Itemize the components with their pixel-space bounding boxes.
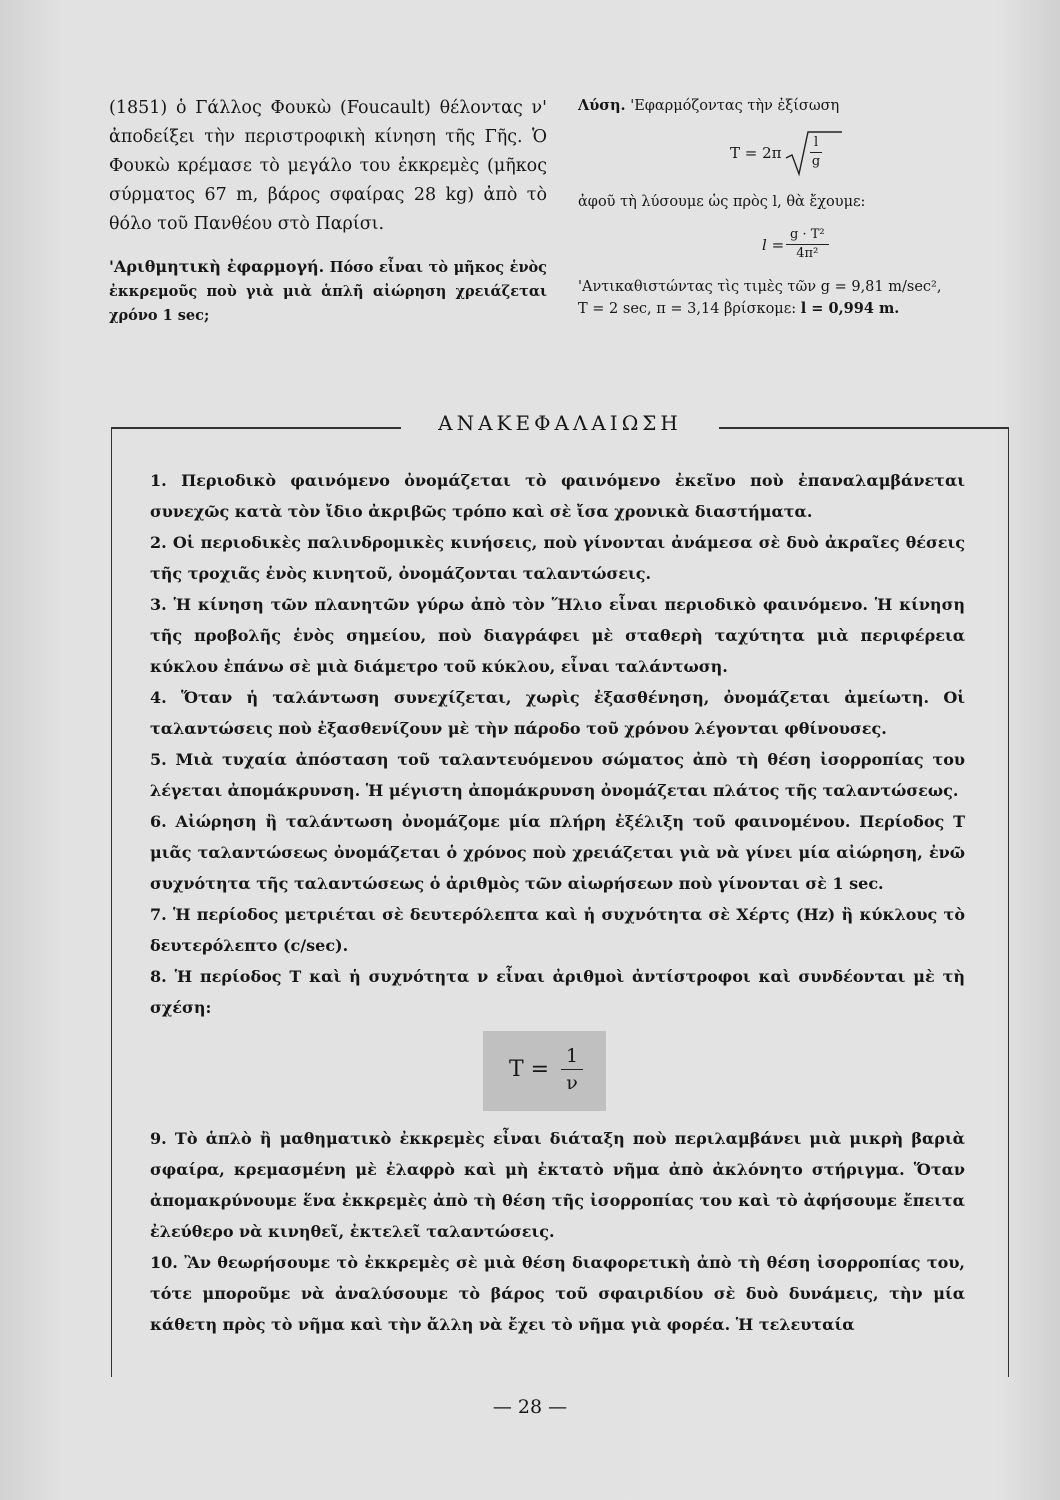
page-number: — 28 — — [492, 1396, 568, 1418]
formula-denominator: ν — [566, 1072, 578, 1094]
summary-title: ΑΝΑΚΕΦΑΛΑΙΩΣΗ — [438, 411, 682, 435]
intro-paragraph: (1851) ὁ Γάλλος Φουκὼ (Foucault) θέλοντας ν' ἀποδείξει τὴν περιστροφικὴ κίνηση τῆς Γῆς. Ὁ Φουκὼ κρέμασε τὸ μεγάλο του ἐκκρεμὲς (μῆκος σύρματος 67 m, βάρος σφαίρας 28 kg) ἀπὸ τὸ θόλο τοῦ Πανθέου στὸ Παρίσι. — [109, 98, 547, 234]
exercise-text: Πόσο εἶναι τὸ μῆκος ἑνὸς ἐκκρεμοῦς ποὺ γιὰ μιὰ ἁπλῆ αἰώρηση χρειάζεται χρόνο 1 sec; — [109, 259, 547, 324]
eq1-fraction — [810, 134, 822, 171]
left-column — [109, 94, 547, 328]
summary-item-2: 2. Οἱ περιοδικὲς παλινδρομικὲς κινήσεις, ποὺ γίνονται ἀνάμεσα σὲ δυὸ ἀκραῖες θέσεις τῆς τροχιᾶς ἑνὸς κινητοῦ, ὀνομάζονται ταλαντώσεις. — [150, 533, 965, 583]
eq1-numerator: l — [810, 134, 822, 153]
eq1-denominator: g — [811, 154, 821, 169]
solution-text: 'Εφαρμόζοντας τὴν ἐξίσωση — [630, 98, 840, 114]
summary-item-8: 8. Ἡ περίοδος T καὶ ἡ συχνότητα ν εἶναι ἀριθμοὶ ἀντίστροφοι καὶ συνδέονται μὲ τὴ σχέση: — [150, 967, 965, 1017]
eq2-fraction — [786, 226, 829, 263]
length-equation — [578, 220, 1008, 268]
solution-label: Λύση. — [578, 97, 626, 114]
formula-lhs: T = — [509, 1057, 550, 1082]
summary-item-1: 1. Περιοδικὸ φαινόμενο ὀνομάζεται τὸ φαινόμενο ἐκεῖνο ποὺ ἐπαναλαμβάνεται συνεχῶς κατὰ τὸν ἴδιο ἀκριβῶς τρόπο καὶ σὲ ἴσα χρονικὰ διαστήματα. — [150, 471, 965, 521]
substitution-result: l = 0,994 m. — [800, 300, 900, 317]
summary-item-3: 3. Ἡ κίνηση τῶν πλανητῶν γύρω ἀπὸ τὸν Ἥλιο εἶναι περιοδικὸ φαινόμενο. Ἡ κίνηση τῆς προβολῆς ἑνὸς σημείου, ποὺ διαγράφει μὲ σταθερὴ ταχύτητα μιὰ περιφέρεια κύκλου ἐπάνω σὲ μιὰ διάμετρο τοῦ κύκλου, εἶναι ταλάντωση. — [150, 595, 965, 676]
solution-intro — [578, 94, 1008, 118]
formula-numerator: 1 — [561, 1043, 583, 1070]
substitution-line-1: 'Αντικαθιστώντας τὶς τιμὲς τῶν g = 9,81 m/sec², — [578, 279, 942, 295]
exercise-paragraph — [109, 255, 547, 328]
summary-item-7: 7. Ἡ περίοδος μετριέται σὲ δευτερόλεπτα καὶ ἡ συχνότητα σὲ Χέρτς (Hz) ἢ κύκλους τὸ δευτερόλεπτο (c/sec). — [150, 905, 965, 955]
substitution-line-2 — [578, 298, 1008, 320]
summary-item-5: 5. Μιὰ τυχαία ἀπόσταση τοῦ ταλαντευόμενου σώματος ἀπὸ τὴ θέση ἰσορροπίας του λέγεται ἀπομάκρυνση. Ἡ μέγιστη ἀπομάκρυνση ὀνομάζεται πλάτος τῆς ταλαντώσεως. — [150, 750, 965, 800]
summary-item-10: 10. Ἂν θεωρήσουμε τὸ ἐκκρεμὲς σὲ μιὰ θέση διαφορετικὴ ἀπὸ τὴ θέση ἰσορροπίας του, τότε μποροῦμε νὰ ἀναλύσουμε τὸ βάρος τοῦ σφαιριδίου σὲ δυὸ δυνάμεις, τὴν μία κάθετη πρὸς τὸ νῆμα καὶ τὴν ἄλλη νὰ ἔχει τὸ νῆμα γιὰ φορέα. Ἡ τελευταία — [150, 1253, 965, 1334]
formula-fraction — [561, 1043, 583, 1096]
eq1-lhs: T = 2π — [730, 144, 782, 162]
exercise-title: 'Αριθμητικὴ ἐφαρμογή. — [109, 257, 325, 276]
summary-item-9: 9. Τὸ ἁπλὸ ἢ μαθηματικὸ ἐκκρεμὲς εἶναι διάταξη ποὺ περιλαμβάνει μιὰ μικρὴ βαριὰ σφαίρα, κρεμασμένη μὲ ἐλαφρὸ καὶ μὴ ἐκτατὸ νῆμα ἀπὸ ἀκλόνητο στήριγμα. Ὅταν ἀπομακρύνουμε ἕνα ἐκκρεμὲς ἀπὸ τὴ θέση τῆς ἰσορροπίας του καὶ τὸ ἀφήσουμε ἔπειτα ἐλεύθερο νὰ κινηθεῖ, ἐκτελεῖ ταλαντώσεις. — [150, 1129, 965, 1241]
eq2-lhs: l = — [762, 236, 785, 254]
eq2-denominator: 4π² — [796, 246, 819, 261]
solve-text: ἀφοῦ τὴ λύσουμε ὡς πρὸς l, θὰ ἔχουμε: — [578, 194, 866, 210]
period-frequency-formula — [483, 1031, 606, 1111]
period-equation — [578, 128, 1008, 180]
summary-items — [150, 465, 965, 1340]
right-column — [578, 94, 1008, 320]
summary-item-4: 4. Ὅταν ἡ ταλάντωση συνεχίζεται, χωρὶς ἐξασθένηση, ὀνομάζεται ἀμείωτη. Οἱ ταλαντώσεις ποὺ ἐξασθενίζουν μὲ τὴν πάροδο τοῦ χρόνου λέγονται φθίνουσες. — [150, 688, 965, 738]
eq2-numerator: g · T² — [786, 226, 829, 245]
substitution-text: T = 2 sec, π = 3,14 βρίσκομε: — [578, 301, 797, 317]
summary-item-6: 6. Αἰώρηση ἢ ταλάντωση ὀνομάζομε μία πλήρη ἐξέλιξη τοῦ φαινομένου. Περίοδος T μιᾶς ταλαντώσεως ὀνομάζεται ὁ χρόνος ποὺ χρειάζεται γιὰ νὰ γίνει μία αἰώρηση, ἐνῶ συχνότητα τῆς ταλαντώσεως ὁ ἀριθμὸς τῶν αἰωρήσεων ποὺ γίνονται σὲ 1 sec. — [150, 812, 965, 893]
